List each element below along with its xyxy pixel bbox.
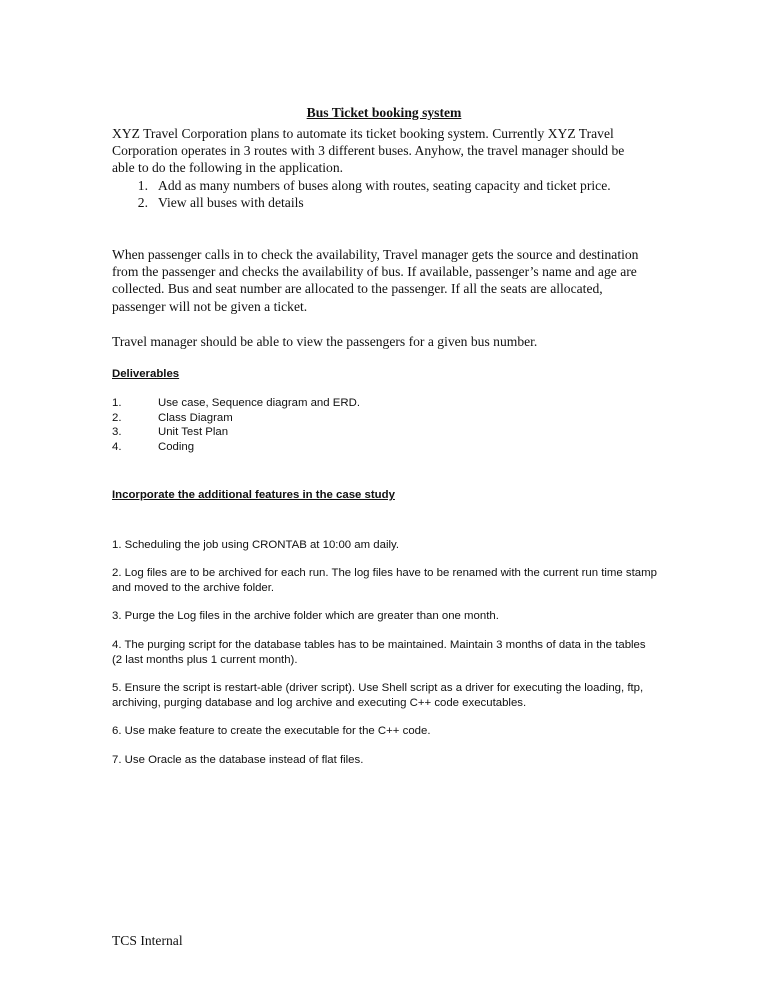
list-item bbox=[112, 411, 360, 426]
availability-paragraph: When passenger calls in to check the availability, Travel manager gets the source and destination from the passenger and checks the availability of bus. If available, passenger’s name and age are collected. Bus and seat number are allocated to the passenger. If all the seats are allocated, passenger will not be given a ticket. bbox=[112, 247, 639, 314]
feature-item: 6. Use make feature to create the executable for the C++ code. bbox=[112, 725, 431, 737]
deliverables-list bbox=[112, 396, 360, 454]
list-item-number: 3. bbox=[112, 426, 122, 439]
feature-item: 2. Log files are to be archived for each run. The log files have to be renamed with the current run time stamp and moved to the archive folder. bbox=[112, 567, 657, 594]
list-item-text: Use case, Sequence diagram and ERD. bbox=[158, 397, 360, 409]
feature-item: 3. Purge the Log files in the archive folder which are greater than one month. bbox=[112, 610, 499, 622]
list-item-number: 4. bbox=[112, 440, 122, 453]
list-item-text: View all buses with details bbox=[158, 195, 304, 211]
intro-paragraph: XYZ Travel Corporation plans to automate its ticket booking system. Currently XYZ Travel Corporation operates in 3 routes with 3 different buses. Anyhow, the travel manager should be able to do the following in the application. bbox=[112, 126, 625, 176]
list-item-number: 2. bbox=[137, 195, 148, 211]
list-item bbox=[112, 425, 360, 440]
footer-label: TCS Internal bbox=[112, 933, 183, 948]
feature-item: 4. The purging script for the database tables has to be maintained. Maintain 3 months of data in the tables (2 last months plus 1 current month). bbox=[112, 639, 646, 666]
feature-item: 7. Use Oracle as the database instead of flat files. bbox=[112, 754, 364, 766]
list-item-text: Add as many numbers of buses along with routes, seating capacity and ticket price. bbox=[158, 178, 611, 193]
list-item-number: 1. bbox=[112, 397, 122, 409]
deliverables-heading: Deliverables bbox=[112, 368, 180, 380]
document-title: Bus Ticket booking system bbox=[306, 104, 462, 120]
requirements-list bbox=[112, 177, 652, 211]
view-passengers-paragraph: Travel manager should be able to view the passengers for a given bus number. bbox=[112, 334, 538, 349]
list-item-text: Unit Test Plan bbox=[158, 426, 229, 439]
additional-features-heading: Incorporate the additional features in the case study bbox=[112, 489, 395, 501]
list-item-number: 2. bbox=[112, 411, 122, 424]
feature-item: 5. Ensure the script is restart-able (driver script). Use Shell script as a driver for executing the loading, ftp, archiving, purging database and log archive and executing C++ code executables. bbox=[112, 682, 644, 709]
list-item-number: 1. bbox=[137, 178, 148, 193]
list-item bbox=[112, 194, 652, 211]
list-item-text: Coding bbox=[158, 440, 195, 453]
list-item-text: Class Diagram bbox=[158, 411, 233, 424]
list-item bbox=[112, 177, 652, 194]
list-item bbox=[112, 396, 360, 411]
list-item bbox=[112, 440, 360, 455]
feature-item: 1. Scheduling the job using CRONTAB at 10:00 am daily. bbox=[112, 539, 400, 551]
